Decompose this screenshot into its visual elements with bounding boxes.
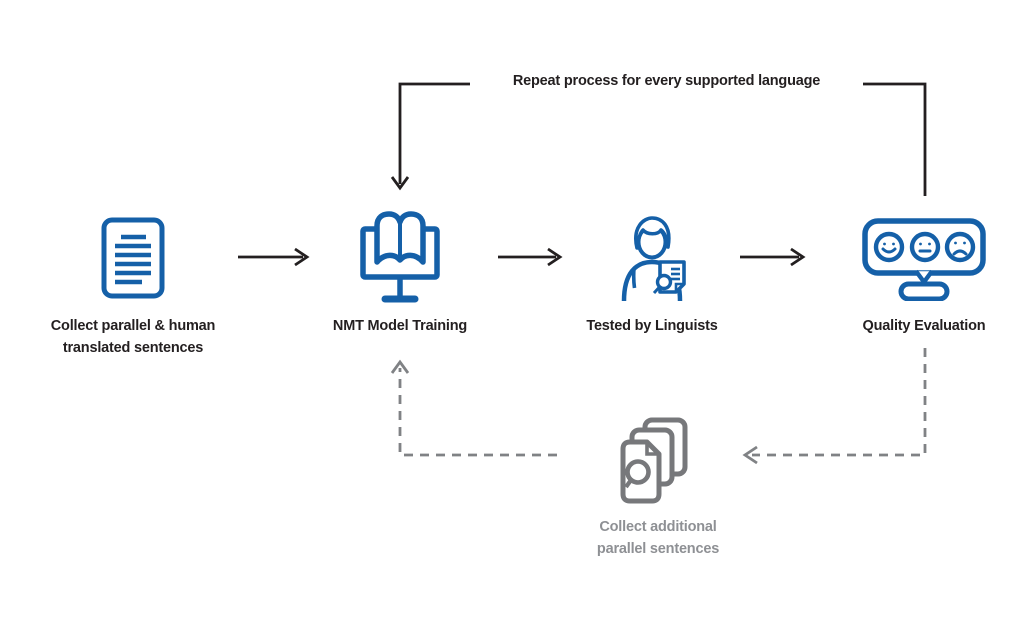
step-label-training: NMT Model Training (332, 318, 468, 334)
repeat-loop-label: Repeat process for every supported language (512, 73, 821, 89)
flow-arrow-2 (498, 249, 560, 265)
open-book-monitor-icon (354, 200, 446, 305)
linguist-person-icon (616, 215, 688, 301)
top-loop-left-line (392, 84, 470, 188)
sad-face-icon (947, 234, 973, 260)
flow-arrow-3 (740, 249, 803, 265)
top-loop-right-line (863, 84, 925, 196)
neutral-face-icon (912, 234, 938, 260)
flow-arrow-1 (238, 249, 307, 265)
step-label-collect: Collect parallel & human translated sentences (50, 318, 216, 356)
document-lines-icon (101, 217, 165, 299)
step-label-evaluation: Quality Evaluation (862, 318, 986, 334)
happy-face-icon (876, 234, 902, 260)
feedback-dashed-left (392, 362, 557, 455)
stacked-documents-search-icon (613, 417, 693, 505)
step-label-testing: Tested by Linguists (586, 318, 718, 334)
feedback-faces-icon (861, 211, 987, 301)
step-label-additional-collect: Collect additional parallel sentences (596, 519, 720, 557)
feedback-dashed-right (745, 348, 925, 463)
